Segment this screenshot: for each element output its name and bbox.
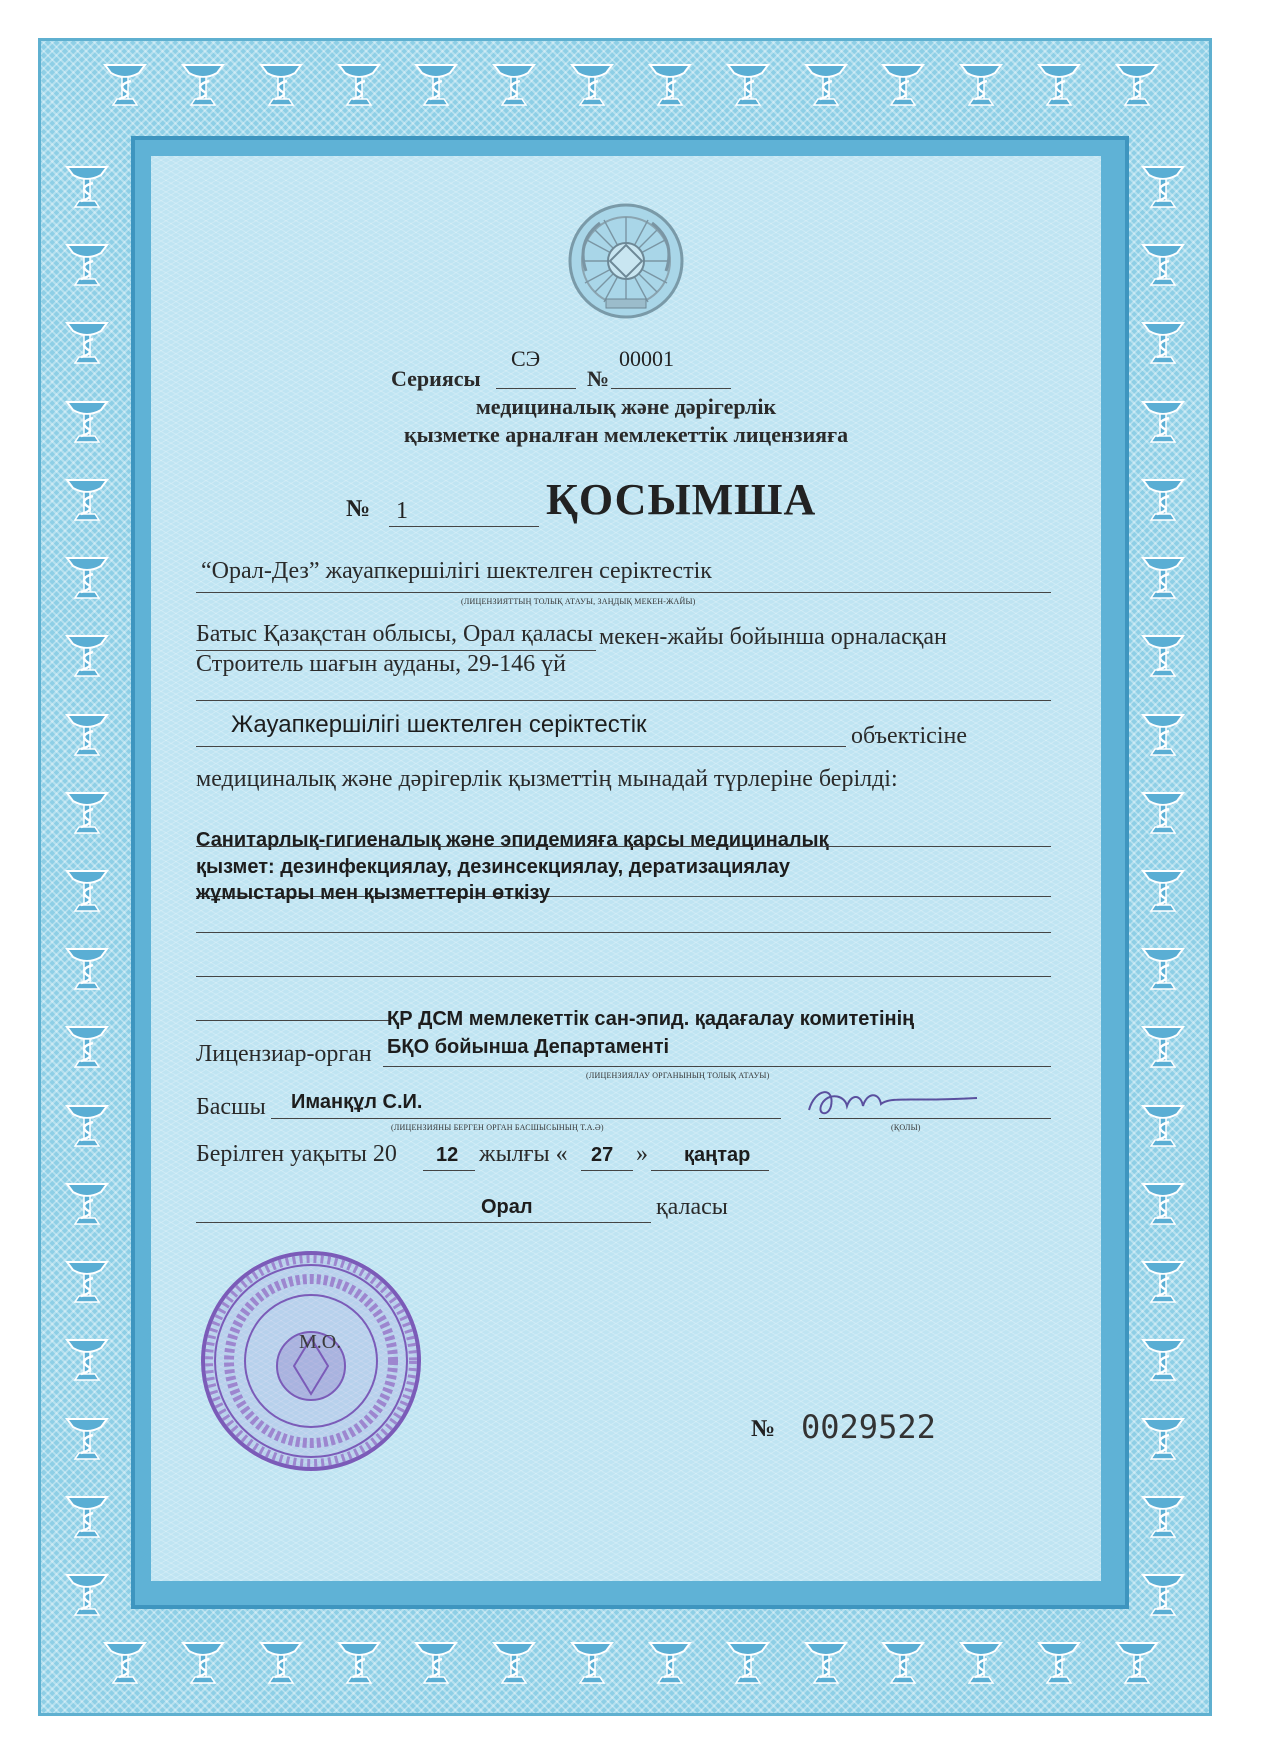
hygieia-bowl-icon [1139,1021,1187,1073]
hygieia-bowl-icon [646,59,694,111]
hygieia-bowl-icon [179,1637,227,1689]
header-line-1: медициналық және дәрігерлік [475,394,777,419]
hygieia-bowl-icon [646,1637,694,1689]
hygieia-bowl-icon [63,943,111,995]
series-label: Сериясы [391,366,481,391]
appendix-number-value: 1 [396,498,408,524]
issued-day: 27 [591,1144,614,1166]
series-value: СЭ [511,346,541,371]
hygieia-bowl-icon [957,1637,1005,1689]
hygieia-bowl-icon [1139,1334,1187,1386]
hygieia-bowl-icon [1139,787,1187,839]
border-icons-right [1139,161,1187,1621]
hygieia-bowl-icon [1139,161,1187,213]
hygieia-bowl-icon [568,59,616,111]
hygieia-bowl-icon [412,1637,460,1689]
hygieia-bowl-icon [1139,1100,1187,1152]
border-icons-bottom [101,1637,1161,1689]
licensee-caption: (ЛИЦЕНЗИЯТТЫҢ ТОЛЫҚ АТАУЫ, ЗАҢДЫҚ МЕКЕН-ЖАЙЫ) [461,597,696,606]
issued-year-line [423,1170,475,1171]
hygieia-bowl-icon [1139,630,1187,682]
hygieia-bowl-icon [490,59,538,111]
object-suffix: объектісіне [851,723,967,749]
city-suffix: қаласы [656,1194,728,1220]
hygieia-bowl-icon [101,1637,149,1689]
licensor-label: Лицензиар-орган [196,1041,372,1067]
hygieia-bowl-icon [1113,1637,1161,1689]
hygieia-bowl-icon [63,317,111,369]
object-line [196,746,846,747]
issued-month: қаңтар [684,1144,751,1166]
hygieia-bowl-icon [1139,1178,1187,1230]
hygieia-bowl-icon [63,552,111,604]
hygieia-bowl-icon [63,865,111,917]
hygieia-bowl-icon [1139,943,1187,995]
hygieia-bowl-icon [63,396,111,448]
issued-day-suffix: » [636,1141,648,1167]
hygieia-bowl-icon [879,1637,927,1689]
state-emblem-icon [566,201,686,321]
hygieia-bowl-icon [101,59,149,111]
hygieia-bowl-icon [1139,1491,1187,1543]
hygieia-bowl-icon [1139,1569,1187,1621]
signature-icon [801,1078,981,1123]
hygieia-bowl-icon [63,1256,111,1308]
licensee-address-2: Строитель шағын ауданы, 29-146 үй [196,651,566,677]
hygieia-bowl-icon [1139,1256,1187,1308]
official-seal-stamp [196,1246,426,1476]
hygieia-bowl-icon [1139,239,1187,291]
hygieia-bowl-icon [63,1178,111,1230]
hygieia-bowl-icon [412,59,460,111]
issued-year-suffix: жылғы « [479,1141,568,1167]
activity-rule-3 [196,932,1051,933]
licensor-line [383,1066,1051,1067]
appendix-number-line [389,526,539,527]
hygieia-bowl-icon [1139,317,1187,369]
hygieia-bowl-icon [1139,474,1187,526]
issued-year: 12 [436,1144,459,1166]
hygieia-bowl-icon [568,1637,616,1689]
hygieia-bowl-icon [1113,59,1161,111]
number-sign: № [586,366,610,391]
hygieia-bowl-icon [257,1637,305,1689]
document-field [151,156,1101,1581]
hygieia-bowl-icon [63,1334,111,1386]
activity-rule-1 [196,846,1051,847]
hygieia-bowl-icon [63,1413,111,1465]
signature-line [819,1118,1051,1119]
activity-line-1: Санитарлық-гигиеналық және эпидемияға қарсы медициналық [196,829,829,851]
hygieia-bowl-icon [63,1100,111,1152]
hygieia-bowl-icon [335,1637,383,1689]
activity-intro: медициналық және дәрігерлік қызметтің мынадай түрлеріне берілді: [196,766,898,792]
hygieia-bowl-icon [957,59,1005,111]
hygieia-bowl-icon [1139,1413,1187,1465]
hygieia-bowl-icon [63,709,111,761]
hygieia-bowl-icon [63,630,111,682]
hygieia-bowl-icon [257,59,305,111]
series-line [496,388,576,389]
series-number-value: 00001 [619,346,674,371]
hygieia-bowl-icon [63,1569,111,1621]
head-name: Иманқұл С.И. [291,1091,423,1113]
hygieia-bowl-icon [1035,1637,1083,1689]
licensee-name: “Орал-Дез” жауапкершілігі шектелген серіктестік [201,558,712,584]
activity-line-2: қызмет: дезинфекциялау, дезинсекциялау, дератизациялау [196,856,790,878]
hygieia-bowl-icon [1139,709,1187,761]
license-sheet [38,38,1212,1716]
hygieia-bowl-icon [335,59,383,111]
object-value: Жауапкершілігі шектелген серіктестік [231,711,647,738]
address-suffix: мекен-жайы бойынша орналасқан [599,624,947,650]
appendix-title: ҚОСЫМША [546,475,817,524]
signature-caption: (ҚОЛЫ) [891,1123,921,1132]
licensor-line-2: БҚО бойынша Департаменті [387,1036,670,1058]
hygieia-bowl-icon [724,1637,772,1689]
blank-number-sign: № [751,1416,776,1442]
border-icons-top [101,59,1161,111]
licensor-rule-top [196,1020,391,1021]
hygieia-bowl-icon [490,1637,538,1689]
issued-day-line [581,1170,633,1171]
border-icons-left [63,161,111,1621]
licensee-line [196,592,1051,593]
hygieia-bowl-icon [879,59,927,111]
licensee-address-1: Батыс Қазақстан облысы, Орал қаласы [196,621,594,647]
city-value: Орал [481,1196,533,1218]
hygieia-bowl-icon [802,1637,850,1689]
stamp-mo-label: М.О. [299,1331,342,1353]
head-label: Басшы [196,1094,266,1120]
appendix-number-sign: № [346,496,371,522]
activity-line-3: жұмыстары мен қызметтерін өткізу [196,882,551,904]
city-line [196,1222,651,1223]
head-name-line [271,1118,781,1119]
series-number-line [611,388,731,389]
hygieia-bowl-icon [63,474,111,526]
blank-number-value: 0029522 [801,1408,936,1446]
activity-rule-4 [196,976,1051,977]
hygieia-bowl-icon [63,239,111,291]
head-name-caption: (ЛИЦЕНЗИЯНЫ БЕРГЕН ОРГАН БАСШЫСЫНЫҢ Т.А.Ә) [391,1123,604,1132]
hygieia-bowl-icon [1139,552,1187,604]
header-line-2: қызметке арналған мемлекеттік лицензияға [403,422,849,447]
hygieia-bowl-icon [1139,396,1187,448]
hygieia-bowl-icon [63,161,111,213]
hygieia-bowl-icon [63,787,111,839]
hygieia-bowl-icon [802,59,850,111]
hygieia-bowl-icon [63,1021,111,1073]
address-line-2 [196,700,1051,701]
licensor-line-1: ҚР ДСМ мемлекеттік сан-эпид. қадағалау комитетінің [387,1008,915,1030]
hygieia-bowl-icon [63,1491,111,1543]
licensor-caption: (ЛИЦЕНЗИЯЛАУ ОРГАНЫНЫҢ ТОЛЫҚ АТАУЫ) [586,1071,770,1080]
hygieia-bowl-icon [1035,59,1083,111]
hygieia-bowl-icon [1139,865,1187,917]
issued-month-line [651,1170,769,1171]
issued-label: Берілген уақыты 20 [196,1141,397,1167]
hygieia-bowl-icon [724,59,772,111]
hygieia-bowl-icon [179,59,227,111]
